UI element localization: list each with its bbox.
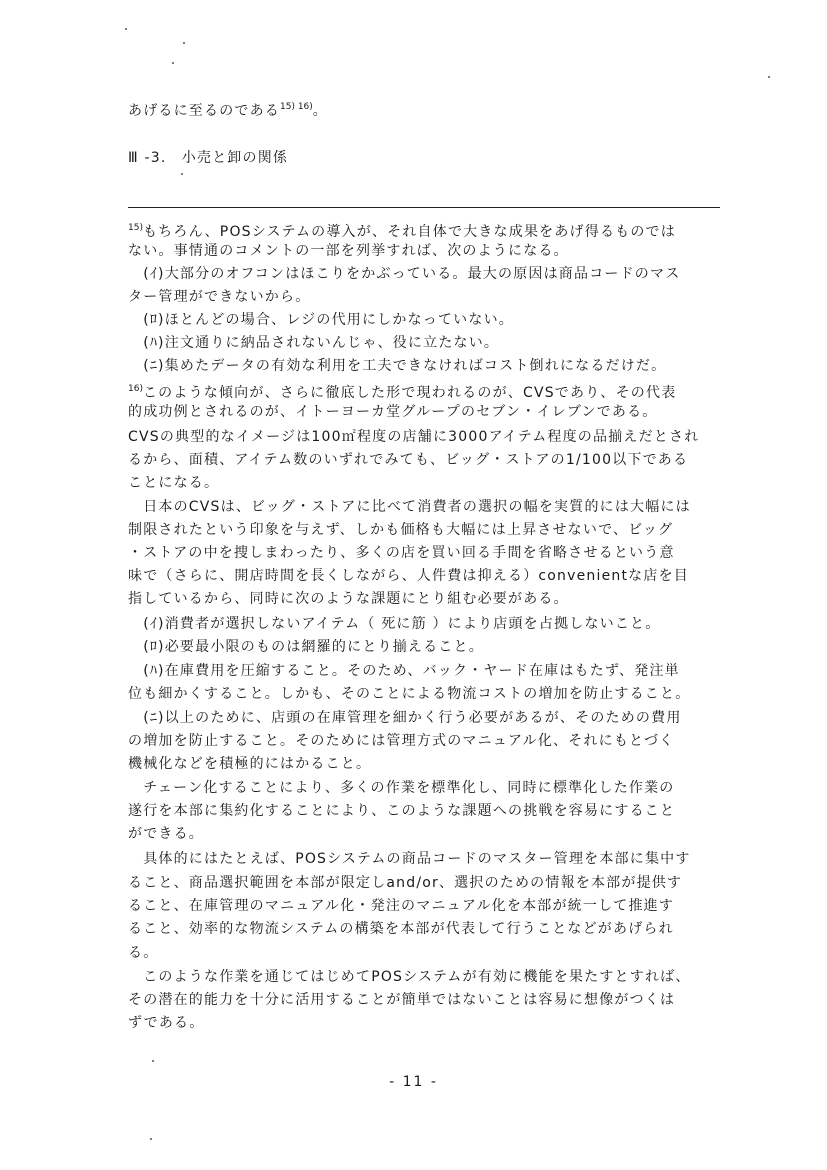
scan-speck (181, 173, 183, 175)
section-heading: Ⅲ -3. 小売と卸の関係 (128, 150, 289, 166)
footnote-16-line: 機械化などを積極的にはかること。 (128, 756, 372, 772)
footnote-16-line: その潜在的能力を十分に活用することが簡単ではないことは容易に想像がつくは (128, 992, 676, 1008)
footnote-15-line: (ﾊ)注文通りに納品されないんじゃ、役に立たない。 (128, 335, 500, 351)
footnote-16-line: ること、効率的な物流システムの構築を本部が代表して行うことなどがあげられ (128, 921, 674, 937)
footnote-16-line: (ﾛ)必要最小限のものは網羅的にとり揃えること。 (128, 639, 484, 655)
footnote-16-line: 位も細かくすること。しかも、そのことによる物流コストの増加を防止すること。 (128, 686, 691, 702)
footnote-16-line: (ｲ)消費者が選択しないアイテム（ 死に筋 ）により店頭を占拠しないこと。 (128, 616, 661, 632)
footnote-16-line: 指しているから、同時に次のような課題にとり組む必要がある。 (128, 591, 569, 607)
scan-speck (150, 1138, 152, 1140)
scan-speck (172, 62, 174, 64)
footnote-15-line: (ｲ)大部分のオフコンはほこりをかぶっている。最大の原因は商品コードのマス (128, 266, 681, 282)
footnote-16-line: ること、商品選択範囲を本部が限定しand/or、選択のための情報を本部が提供す (128, 875, 683, 891)
footnote-16-line: このような作業を通じてはじめてPOSシステムが有効に機能を果たすとすれば、 (128, 969, 691, 985)
footnote-16-line: る。 (128, 945, 159, 961)
footnote-16-line: (ﾆ)以上のために、店頭の在庫管理を細かく行う必要があるが、そのための費用 (128, 710, 682, 726)
footnote-16-line: (ﾊ)在庫費用を圧縮すること。そのため、バック・ヤード在庫はもたず、発注単 (128, 663, 680, 679)
footnote-separator (128, 207, 720, 208)
footnote-16-line: ること、在庫管理のマニュアル化・発注のマニュアル化を本部が統一して推進す (128, 898, 675, 914)
scan-speck (183, 42, 185, 44)
footnote-15-line: (ﾆ)集めたデータの有効な利用を工夫できなければコスト倒れになるだけだ。 (128, 358, 667, 374)
footnote-16-line: ずである。 (128, 1015, 205, 1031)
body-text-line: あげるに至るのである$^{15) 16)}$。 (128, 102, 328, 119)
footnote-16-line: ・ストアの中を捜しまわったり、多くの店を買い回る手間を省略させるという意 (128, 545, 675, 561)
footnote-16-line: CVSの典型的なイメージは100㎡程度の店舗に3000アイテム程度の品揃えだとされ (128, 429, 700, 445)
footnote-15-line: (ﾛ)ほとんどの場合、レジの代用にしかなっていない。 (128, 312, 514, 328)
scan-speck (125, 28, 127, 30)
footnote-16-line: $^{16)}$このような傾向が、さらに徹底した形で現われるのが、CVSであり、その代表 (128, 384, 677, 401)
footnote-16-line: るから、面積、アイテム数のいずれでみても、ビッグ・ストアの1/100以下である (128, 452, 689, 468)
footnote-16-line: 具体的にはたとえば、POSシステムの商品コードのマスター管理を本部に集中す (128, 851, 691, 867)
footnote-16-line: 制限されたという印象を与えず、しかも価格も大幅には上昇させないで、ビッグ (128, 522, 674, 538)
footnote-16-line: 味で（さらに、開店時間を長くしながら、人件費は抑える）convenientな店を目 (128, 568, 689, 584)
footnote-15-line: ない。事情通のコメントの一部を列挙すれば、次のようになる。 (128, 243, 569, 259)
page-number: - 11 - (389, 1074, 438, 1090)
footnote-15-line: ター管理ができないから。 (128, 289, 311, 305)
footnote-marker: 15) (128, 223, 143, 233)
footnote-16-line: の増加を防止すること。そのためには管理方式のマニュアル化、それにもとづく (128, 733, 675, 749)
footnote-16-line: ができる。 (128, 826, 204, 842)
footnote-reference: 15) 16) (280, 102, 313, 112)
footnote-16-line: 遂行を本部に集約化することにより、このような課題への挑戦を容易にすること (128, 803, 676, 819)
footnote-16-line: 的成功例とされるのが、イトーヨーカ堂グループのセブン・イレブンである。 (128, 404, 658, 420)
footnote-16-line: チェーン化することにより、多くの作業を標準化し、同時に標準化した作業の (128, 780, 675, 796)
scan-speck (768, 76, 770, 78)
footnote-16-line: 日本のCVSは、ビッグ・ストアに比べて消費者の選択の幅を実質的には大幅には (128, 499, 691, 515)
footnote-marker: 16) (128, 384, 143, 394)
footnote-15-line: $^{15)}$もちろん、POSシステムの導入が、それ自体で大きな成果をあげ得るものでは (128, 223, 676, 240)
footnote-16-line: ことになる。 (128, 475, 220, 491)
scan-speck (152, 1060, 154, 1062)
